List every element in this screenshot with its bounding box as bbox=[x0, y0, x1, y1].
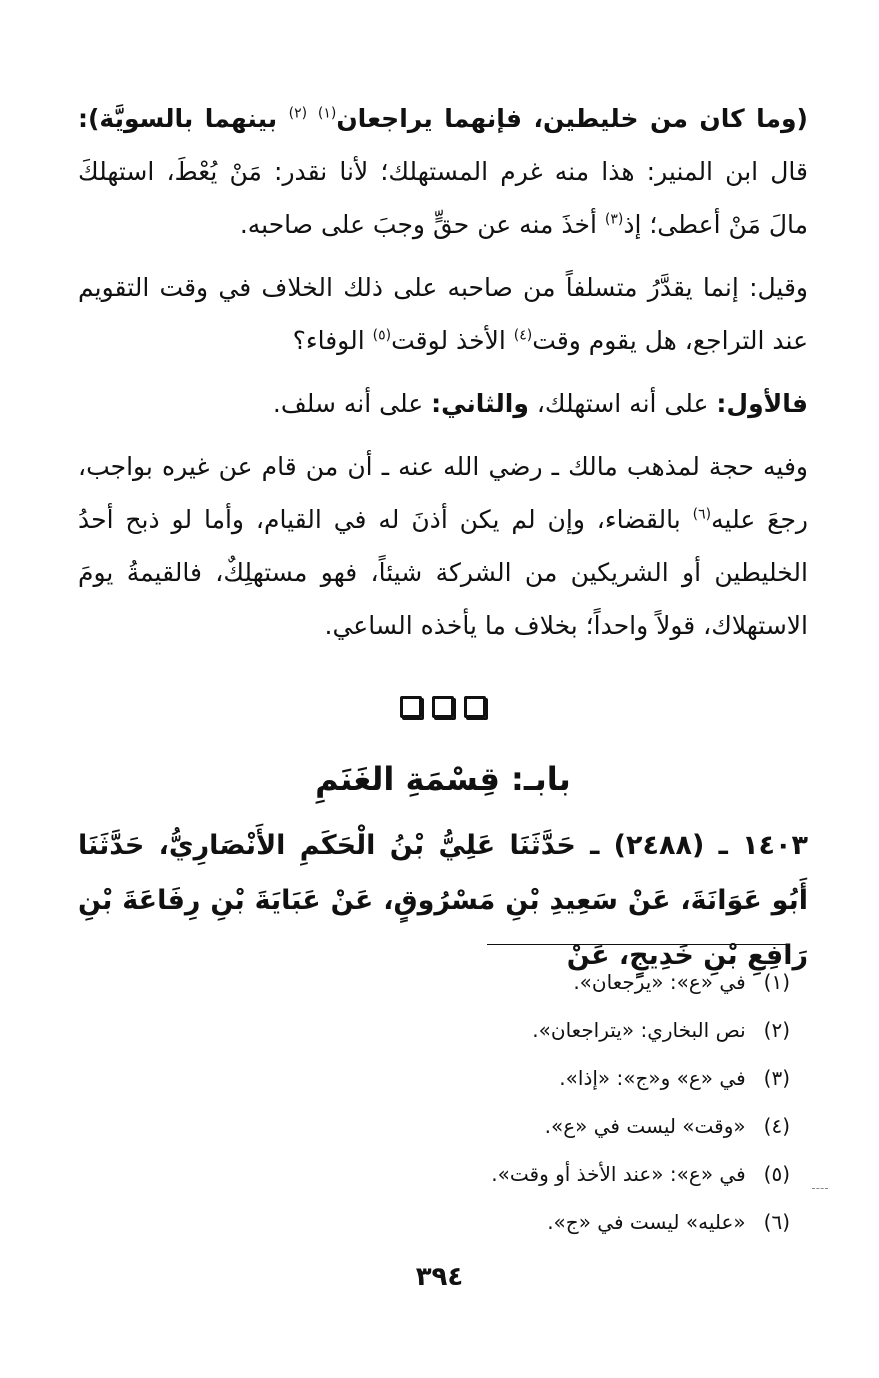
main-text bbox=[78, 92, 808, 983]
footnote-item bbox=[300, 1150, 790, 1198]
footnote-text: في «ع»: «يرجعان». bbox=[573, 970, 746, 994]
footnote-number: (٤) bbox=[763, 1114, 790, 1138]
commentary-text-2: بالقضاء، وإن لم يكن أذنَ له في القيام، وأما لو ذبح أحدُ الخليطين أو الشريكين من الشركة شيئاً، فهو مستهلِكٌ، فالقيمةُ يومَ الاستهلاك، قولاً واحداً؛ بخلاف ما يأخذه الساعي. bbox=[78, 505, 808, 640]
section-divider bbox=[78, 696, 808, 722]
square-ornament-icon bbox=[432, 696, 454, 718]
commentary-text-2: الأخذ لوقت bbox=[391, 326, 514, 355]
footnote-ref-5: (٥) bbox=[372, 327, 392, 344]
page-number: ٣٩٤ bbox=[415, 1262, 464, 1292]
footnote-item bbox=[300, 958, 790, 1006]
first-label: فالأول: bbox=[716, 389, 808, 418]
footnote-number: (٥) bbox=[763, 1162, 790, 1186]
footnote-number: (١) bbox=[763, 970, 790, 994]
second-label: والثاني: bbox=[431, 389, 529, 418]
hadith-text: ١٤٠٣ ـ (٢٤٨٨) ـ حَدَّثَنَا عَلِيُّ بْنُ الْحَكَمِ الأَنْصَارِيُّ، حَدَّثَنَا أَبُو عَوَانَةَ، عَنْ سَعِيدِ بْنِ مَسْرُوقٍ، عَنْ عَبَايَةَ بْنِ رِفَاعَةَ بْنِ رَافِعِ بْنِ خَدِيجٍ، عَنْ bbox=[78, 830, 808, 971]
footnote-item bbox=[300, 1054, 790, 1102]
square-ornament-icon bbox=[464, 696, 486, 718]
footnote-text: نص البخاري: «يتراجعان». bbox=[532, 1018, 746, 1042]
commentary-text: وقيل: إنما يقدَّرُ متسلفاً من صاحبه على ذلك الخلاف في وقت التقويم عند التراجع، هل يقوم وقت bbox=[78, 273, 808, 355]
footnote-ref-6: (٦) bbox=[692, 506, 712, 523]
footnote-text: في «ع»: «عند الأخذ أو وقت». bbox=[491, 1162, 746, 1186]
footnote-text: «عليه» ليست في «ج». bbox=[547, 1210, 746, 1234]
paragraph-2 bbox=[78, 261, 808, 367]
second-text: على أنه سلف. bbox=[272, 389, 432, 418]
footnote-ref-4: (٤) bbox=[513, 327, 533, 344]
footnote-ref-2: (٢) bbox=[288, 105, 308, 122]
commentary-text-3: الوفاء؟ bbox=[292, 326, 373, 355]
paragraph-3 bbox=[78, 377, 808, 430]
chapter-heading: بابـ: قِسْمَةِ الغَنَمِ bbox=[315, 760, 571, 798]
quoted-matn-2: بينهما بالسويَّة): bbox=[78, 104, 289, 133]
footnote-number: (٣) bbox=[763, 1066, 790, 1090]
first-text: على أنه استهلك، bbox=[528, 389, 717, 418]
footnote-number: (٢) bbox=[763, 1018, 790, 1042]
quoted-matn: (وما كان من خليطين، فإنهما يراجعان bbox=[336, 104, 808, 133]
footnote-item bbox=[300, 1198, 790, 1246]
commentary-text: وفيه حجة لمذهب مالك ـ رضي الله عنه ـ أن من قام عن غيره بواجب، رجعَ عليه bbox=[78, 452, 808, 534]
footnote-ref-1: (١) bbox=[317, 105, 337, 122]
commentary-text: قال ابن المنير: هذا منه غرم المستهلك؛ لأنا نقدر: مَنْ يُعْطَ، استهلكَ مالَ مَنْ أعطى؛ إذ bbox=[78, 157, 808, 239]
square-ornament-icon bbox=[400, 696, 422, 718]
footnote-text: «وقت» ليست في «ع». bbox=[544, 1114, 746, 1138]
footnote-item bbox=[300, 1006, 790, 1054]
footnote-text: في «ع» و«ج»: «إذا». bbox=[559, 1066, 746, 1090]
footnotes bbox=[300, 958, 790, 1246]
footnote-separator bbox=[487, 944, 787, 945]
footnote-ref-3: (٣) bbox=[604, 211, 624, 228]
margin-mark bbox=[812, 1188, 828, 1189]
paragraph-4 bbox=[78, 440, 808, 652]
paragraph-1 bbox=[78, 92, 808, 251]
footnote-number: (٦) bbox=[763, 1210, 790, 1234]
commentary-text-2: أخذَ منه عن حقٍّ وجبَ على صاحبه. bbox=[239, 210, 605, 239]
footnote-item bbox=[300, 1102, 790, 1150]
